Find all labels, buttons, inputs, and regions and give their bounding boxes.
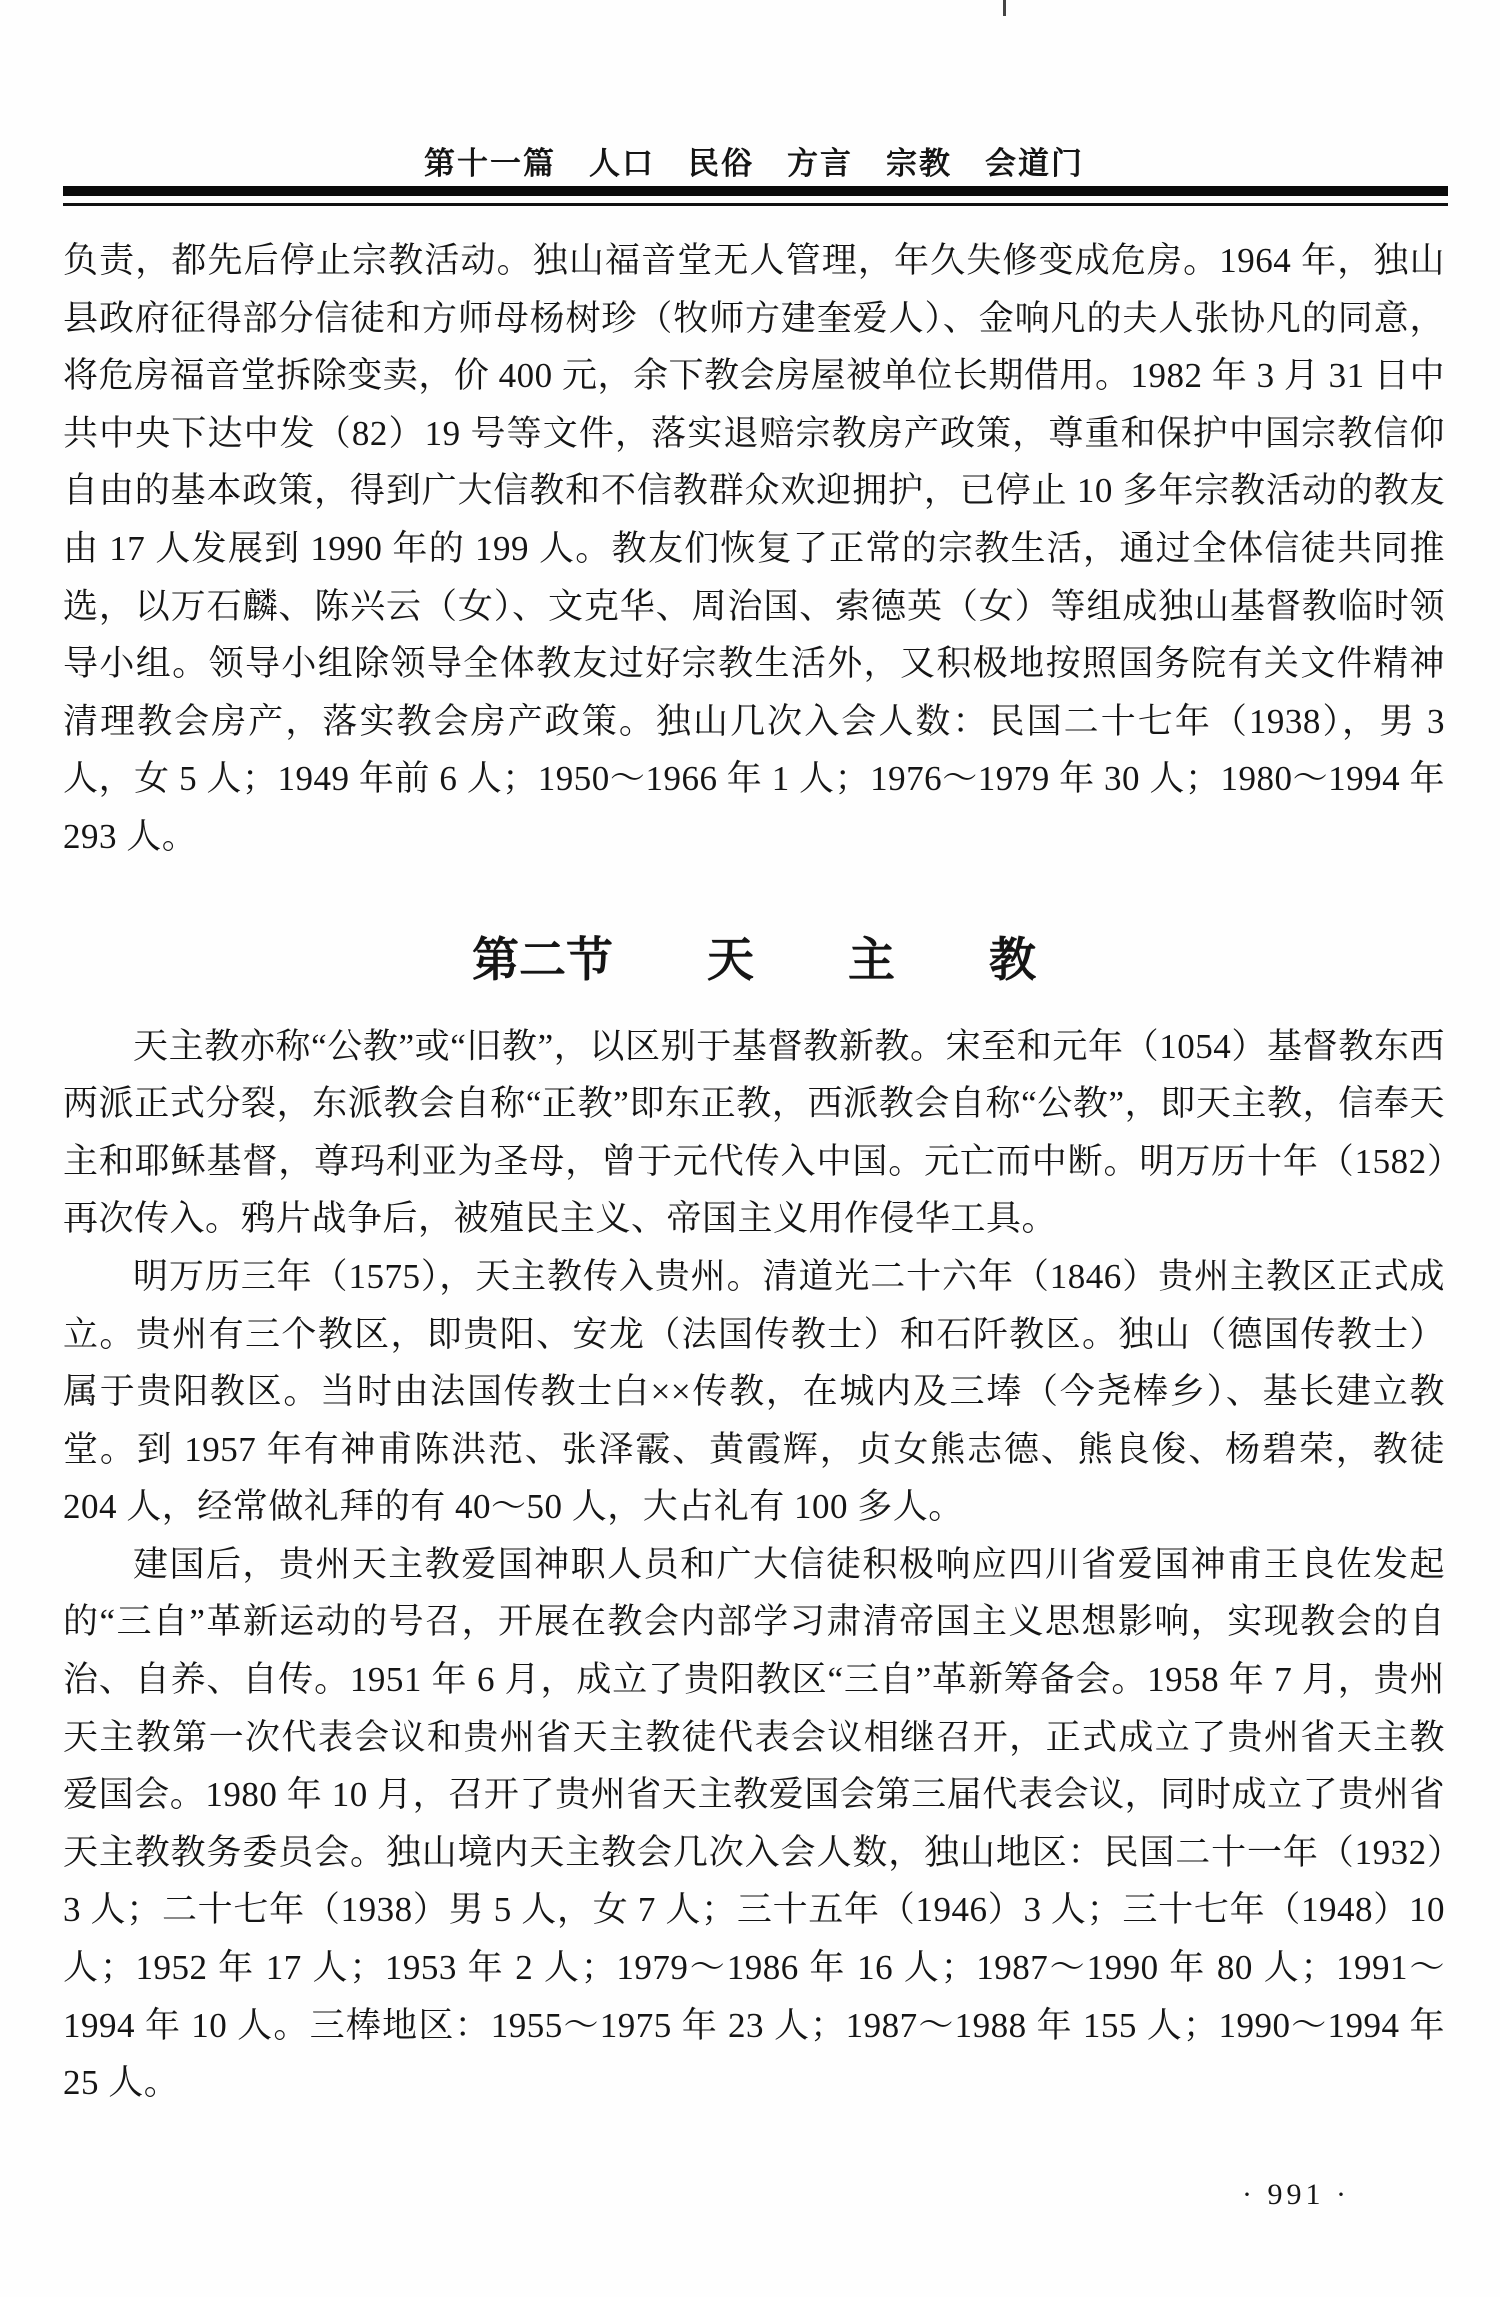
page-number: · 991 ·: [1242, 2178, 1350, 2211]
header-rule-thin: [63, 203, 1448, 206]
paragraph: 明万历三年（1575），天主教传入贵州。清道光二十六年（1846）贵州主教区正式成立。贵州有三个教区，即贵阳、安龙（法国传教士）和石阡教区。独山（德国传教士）属于贵阳教区。当时由法国传教士白××传教，在城内及三埲（今尧棒乡）、基长建立教堂。到 1957 年有神甫陈洪范、张泽霰、黄霞辉，贞女熊志德、熊良俊、杨碧荣，教徒 204 人，经常做礼拜的有 40～50 人，大占礼有 100 多人。: [63, 1256, 1445, 1527]
paragraph: 天主教亦称“公教”或“旧教”，以区别于基督教新教。宋至和元年（1054）基督教东西两派正式分裂，东派教会自称“正教”即东正教，西派教会自称“公教”，即天主教，信奉天主和耶稣基督，尊玛利亚为圣母，曾于元代传入中国。元亡而中断。明万历十年（1582）再次传入。鸦片战争后，被殖民主义、帝国主义用作侵华工具。: [63, 1026, 1445, 1239]
paragraph: 建国后，贵州天主教爱国神职人员和广大信徒积极响应四川省爱国神甫王良佐发起的“三自”革新运动的号召，开展在教会内部学习肃清帝国主义思想影响，实现教会的自治、自养、自传。1951 年 6 月，成立了贵阳教区“三自”革新筹备会。1958 年 7 月，贵州天主教第一次代表会议和贵州省天主教徒代表会议相继召开，正式成立了贵州省天主教爱国会。1980 年 10 月，召开了贵州省天主教爱国会第三届代表会议，同时成立了贵州省天主教教务委员会。独山境内天主教会几次入会人数，独山地区：民国二十一年（1932）3 人；二十七年（1938）男 5 人，女 7 人；三十五年（1946）3 人；三十七年（1948）10 人；1952 年 17 人；1953 年 2 人；1979～1986 年 16 人；1987～1990 年 80 人；1991～1994 年 10 人。三棒地区：1955～1975 年 23 人；1987～1988 年 155 人；1990～1994 年 25 人。: [63, 1544, 1445, 2103]
scan-artifact: [1003, 0, 1006, 16]
running-header: 第十一篇 人口 民俗 方言 宗教 会道门: [424, 146, 1084, 181]
header-rule-thick: [63, 186, 1448, 196]
paragraph-continuation: 负责，都先后停止宗教活动。独山福音堂无人管理，年久失修变成危房。1964 年，独山县政府征得部分信徒和方师母杨树珍（牧师方建奎爱人）、金响凡的夫人张协凡的同意，将危房福音堂拆除变卖，价 400 元，余下教会房屋被单位长期借用。1982 年 3 月 31 日中共中央下达中发（82）19 号等文件，落实退赔宗教房产政策，尊重和保护中国宗教信仰自由的基本政策，得到广大信教和不信教群众欢迎拥护，已停止 10 多年宗教活动的教友由 17 人发展到 1990 年的 199 人。教友们恢复了正常的宗教生活，通过全体信徒共同推选，以万石麟、陈兴云（女）、文克华、周治国、索德英（女）等组成独山基督教临时领导小组。领导小组除领导全体教友过好宗教生活外，又积极地按照国务院有关文件精神清理教会房产，落实教会房产政策。独山几次入会人数：民国二十七年（1938），男 3 人，女 5 人；1949 年前 6 人；1950～1966 年 1 人；1976～1979 年 30 人；1980～1994 年 293 人。: [63, 241, 1445, 856]
section-title: 第二节 天 主 教: [472, 934, 1036, 987]
page-body: [63, 232, 1445, 2112]
